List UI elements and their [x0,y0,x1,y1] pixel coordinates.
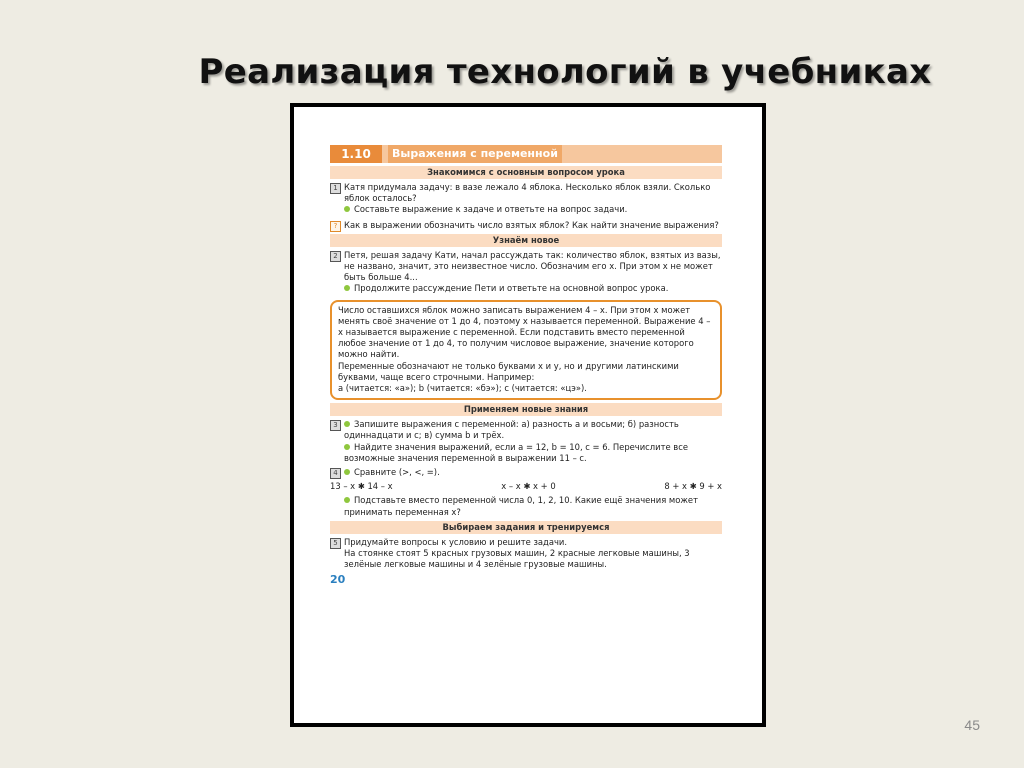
task-2 [330,250,722,295]
green-dot-icon [344,206,350,212]
section-header: Знакомимся с основным вопросом урока [330,166,722,179]
task-text: Катя придумала задачу: в вазе лежало 4 яблока. Несколько яблок взяли. Сколько яблок осталось? [344,182,711,204]
task-4 [330,467,722,478]
task-text-content: Запишите выражения с переменной: а) разность a и восьми; б) разность одиннадцати и c; в) сумма b и трёх. [344,419,679,441]
task-number-box: 1 [330,183,341,194]
green-dot-icon [344,421,350,427]
task-text: Петя, решая задачу Кати, начал рассуждать так: количество яблок, взятых из вазы, не названо, значит, это неизвестное число. Обозначим его x. При этом x не может быть больше 4... [344,249,721,283]
task-bullet-text: Составьте выражение к задаче и ответьте на вопрос задачи. [354,204,628,215]
task-3 [330,419,722,464]
task-text [344,419,722,441]
task-number-box: 4 [330,468,341,479]
task-4-bullet [330,495,722,517]
slide-number: 45 [964,717,980,733]
slide-title: Реализация технологий в учебниках [198,52,932,92]
task-5 [330,537,722,571]
rule-paragraph: a (читается: «а»); b (читается: «бэ»); c (читается: «цэ»). [338,383,587,394]
comparison-item: 8 + x ✱ 9 + x [664,481,722,492]
task-bullet [344,442,722,464]
comparison-item: x – x ✱ x + 0 [501,481,556,492]
task-bullet [344,495,722,517]
green-dot-icon [344,497,350,503]
task-number-box: 5 [330,538,341,549]
green-dot-icon [344,285,350,291]
section-header: Узнаём новое [330,234,722,247]
task-bullet [344,283,722,294]
task-text-2: На стоянке стоят 5 красных грузовых машин, 2 красные легковые машины, 3 зелёные легковые машины и 4 зелёные грузовые машины. [344,548,690,570]
textbook-page-image [290,103,766,727]
section-header: Применяем новые знания [330,403,722,416]
question-block [330,220,722,231]
task-bullet-text: Подставьте вместо переменной числа 0, 1, 2, 10. Какие ещё значения может принимать переменная x? [344,495,698,517]
rule-paragraph: Число оставшихся яблок можно записать выражением 4 – x. При этом x может менять своё значение от 1 до 4, поэтому x называется переменной. Выражение 4 – x называется выражение с переменной. Если подставить вместо переменной любое значение от 1 до 4, то получим числовое выражение, значение которого можно найти. [338,304,711,360]
task-bullet-text: Найдите значения выражений, если a = 12, b = 10, c = 6. Перечислите все возможные значения переменной в выражении 11 – c. [344,441,688,463]
chapter-number: 1.10 [330,145,382,163]
green-dot-icon [344,444,350,450]
chapter-header [330,145,722,163]
section-header: Выбираем задания и тренируемся [330,521,722,534]
task-number-box: 3 [330,420,341,431]
task-text: Придумайте вопросы к условию и решите задачи. [344,536,568,547]
task-number-box: 2 [330,251,341,262]
question-text: Как в выражении обозначить число взятых яблок? Как найти значение выражения? [344,219,719,230]
rule-paragraph: Переменные обозначают не только буквами x и y, но и другими латинскими буквами, чаще всего строчными. Например: [338,360,679,382]
comparison-row [330,481,722,492]
task-bullet-text: Продолжите рассуждение Пети и ответьте на основной вопрос урока. [354,283,669,294]
question-icon: ? [330,221,341,232]
task-bullet [344,204,722,215]
task-text-content: Сравните (>, <, =). [354,467,440,478]
rule-box [330,300,722,401]
task-text [344,467,722,478]
textbook-page [330,145,722,586]
task-1 [330,182,722,216]
chapter-title: Выражения с переменной [388,145,562,163]
green-dot-icon [344,469,350,475]
page-number: 20 [330,573,346,587]
comparison-item: 13 – x ✱ 14 – x [330,481,393,492]
